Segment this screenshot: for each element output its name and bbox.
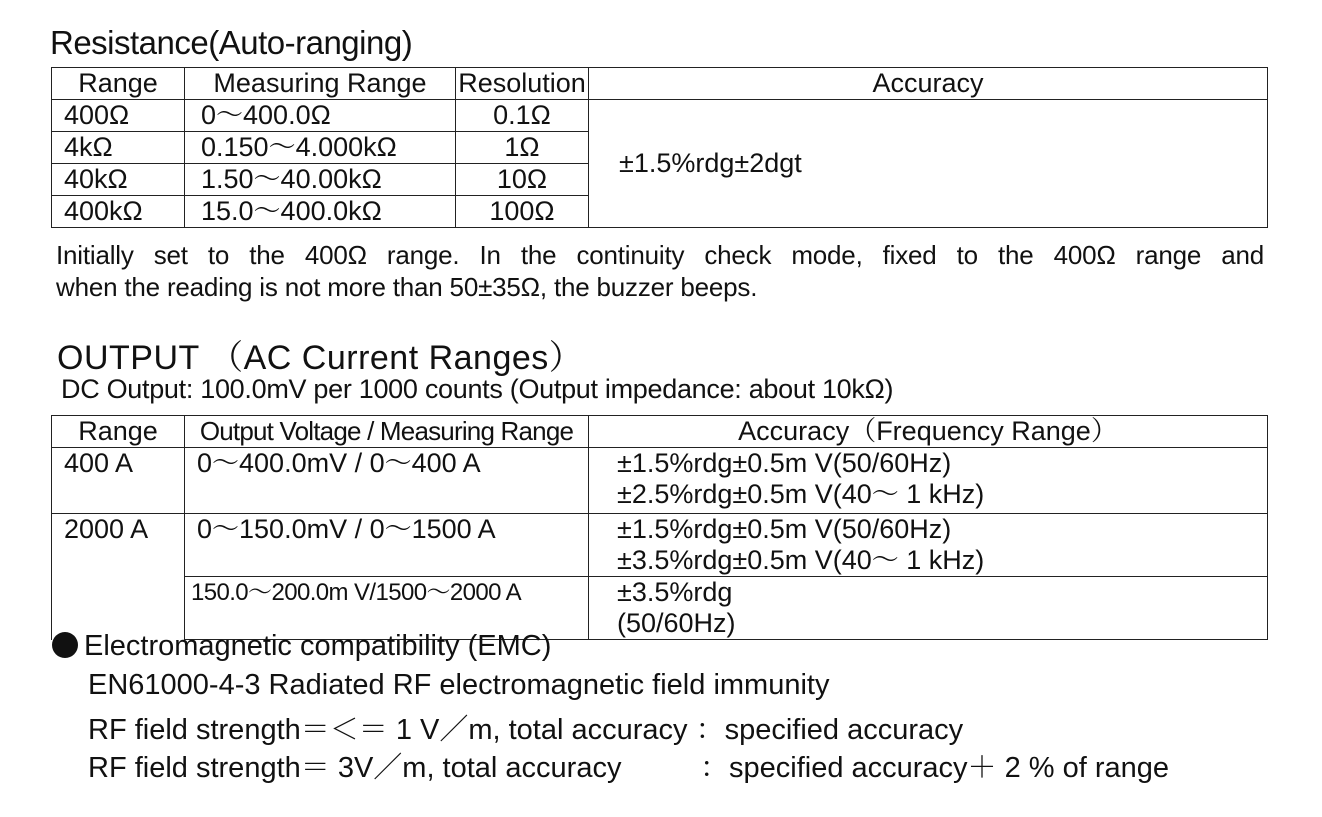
resistance-table	[51, 67, 1268, 228]
emc-line-3: RF field strength＝ 3V／m, total accuracy	[88, 752, 622, 784]
range-cell: 4kΩ	[52, 132, 185, 164]
measuring-cell: 15.0～400.0kΩ	[185, 196, 456, 228]
bullet-icon	[52, 632, 78, 658]
accuracy-cell	[589, 514, 1268, 577]
accuracy-line: ±1.5%rdg±0.5m V(50/60Hz)	[617, 448, 952, 478]
resolution-cell: 10Ω	[456, 164, 589, 196]
dc-output-text: DC Output: 100.0mV per 1000 counts (Output impedance: about 10kΩ)	[61, 374, 894, 404]
range-cell: 400Ω	[52, 100, 185, 132]
range-cell: 400 A	[52, 448, 185, 514]
output-cell: 0～150.0mV / 0～1500 A	[185, 514, 589, 577]
emc-line-2: RF field strength＝＜＝ 1 V／m, total accuracy ：specified accuracy	[88, 714, 964, 746]
resolution-cell: 0.1Ω	[456, 100, 589, 132]
header-accuracy-frequency: Accuracy（Frequency Range）	[589, 416, 1268, 448]
emc-heading	[52, 630, 551, 663]
accuracy-cell: ±1.5%rdg±2dgt	[589, 100, 1268, 228]
resolution-cell: 1Ω	[456, 132, 589, 164]
accuracy-line: ±3.5%rdg±0.5m V(40～ 1 kHz)	[617, 545, 985, 575]
table-row	[52, 448, 1268, 514]
header-output-voltage: Output Voltage / Measuring Range	[185, 416, 589, 448]
emc-line-3-accuracy: ：specified accuracy＋ 2 % of range	[700, 752, 1170, 784]
emc-title: Electromagnetic compatibility (EMC)	[84, 630, 552, 662]
header-range: Range	[52, 416, 185, 448]
range-cell: 40kΩ	[52, 164, 185, 196]
accuracy-line: ±3.5%rdg	[617, 577, 733, 607]
measuring-cell: 0～400.0Ω	[185, 100, 456, 132]
note-line-2: when the reading is not more than 50±35Ω, the buzzer beeps.	[56, 272, 758, 302]
table-row	[52, 514, 1268, 577]
range-cell: 400kΩ	[52, 196, 185, 228]
accuracy-line: ±2.5%rdg±0.5m V(40～ 1 kHz)	[617, 479, 985, 509]
output-cell: 150.0～200.0m V/1500～2000 A	[185, 577, 589, 640]
accuracy-cell	[589, 448, 1268, 514]
resistance-title: Resistance(Auto-ranging)	[50, 24, 413, 61]
measuring-cell: 0.150～4.000kΩ	[185, 132, 456, 164]
output-title: OUTPUT （AC Current Ranges）	[57, 339, 584, 377]
header-resolution: Resolution	[456, 68, 589, 100]
note-line-1: Initially set to the 400Ω range. In the continuity check mode, fixed to the 400Ω range and	[56, 240, 1264, 270]
table-header-row	[52, 68, 1268, 100]
accuracy-line: ±1.5%rdg±0.5m V(50/60Hz)	[617, 514, 952, 544]
range-cell: 2000 A	[52, 514, 185, 640]
output-cell: 0～400.0mV / 0～400 A	[185, 448, 589, 514]
resistance-note	[56, 239, 1264, 303]
measuring-cell: 1.50～40.00kΩ	[185, 164, 456, 196]
accuracy-cell	[589, 577, 1268, 640]
table-row	[52, 100, 1268, 132]
table-header-row	[52, 416, 1268, 448]
output-table	[51, 415, 1268, 640]
header-accuracy: Accuracy	[589, 68, 1268, 100]
emc-line-1: EN61000-4-3 Radiated RF electromagnetic field immunity	[88, 669, 830, 701]
header-range: Range	[52, 68, 185, 100]
frequency-range: (50/60Hz)	[617, 608, 736, 638]
resolution-cell: 100Ω	[456, 196, 589, 228]
header-measuring-range: Measuring Range	[185, 68, 456, 100]
